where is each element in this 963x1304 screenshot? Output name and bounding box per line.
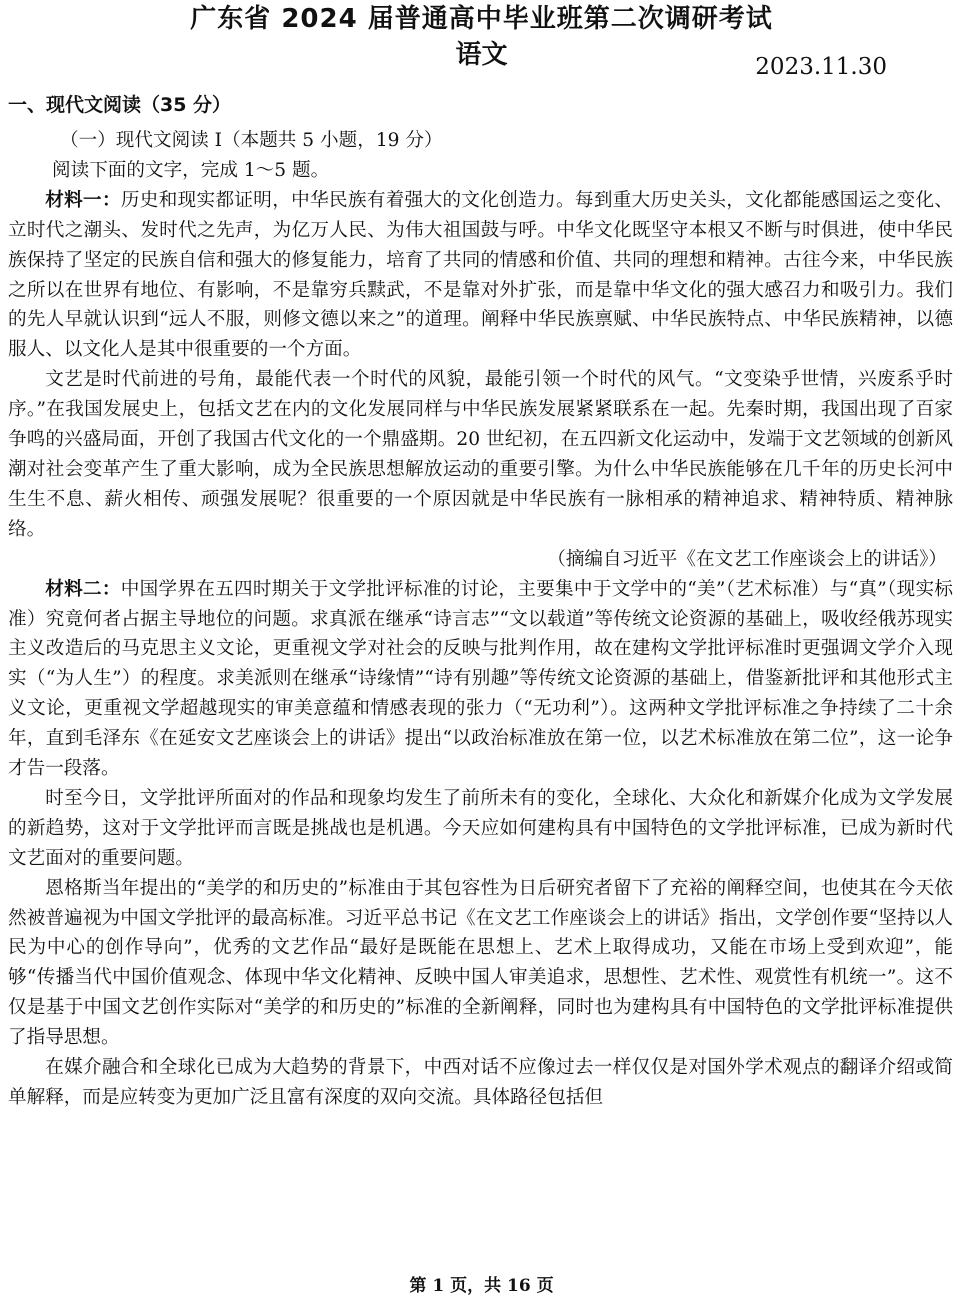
material1-paragraph: 文艺是时代前进的号角，最能代表一个时代的风貌，最能引领一个时代的风气。“文变染乎世情，兴废系乎时序。”在我国发展史上，包括文艺在内的文化发展同样与中华民族发展紧紧联系在一起。先秦时期，我国出现了百家争鸣的兴盛局面，开创了我国古代文化的一个鼎盛期。20 世纪初，在五四新文化运动中，发端于文艺领域的创新风潮对社会变革产生了重大影响，成为全民族思想解放运动的重要引擎。为什么中华民族能够在几千年的历史长河中生生不息、薪火相传、顽强发展呢？很重要的一个原因就是中华民族有一脉相承的精神追求、精神特质、精神脉络。 <box>8 369 953 540</box>
exam-title: 广东省 2024 届普通高中毕业班第二次调研考试 <box>190 4 773 34</box>
material1-paragraph <box>8 186 953 365</box>
subsection-heading: （一）现代文阅读 I（本题共 5 小题，19 分） <box>60 130 443 151</box>
material2-paragraph: 时至今日，文学批评所面对的作品和现象均发生了前所未有的变化，全球化、大众化和新媒介化成为文学发展的新趋势，这对于文学批评而言既是挑战也是机遇。今天应如何建构具有中国特色的文学批评标准，已成为新时代文艺面对的重要问题。 <box>8 787 953 869</box>
reading-instruction: 阅读下面的文字，完成 1～5 题。 <box>52 159 330 181</box>
reading-content <box>8 88 953 1113</box>
subject-title: 语文 <box>455 40 508 70</box>
material2-paragraph: 在媒介融合和全球化已成为大趋势的背景下，中西对话不应像过去一样仅仅是对国外学术观点的翻译介绍或简单解释，而是应转变为更加广泛且富有深度的双向交流。具体路径包括但 <box>8 1057 953 1108</box>
section-heading: 一、现代文阅读（35 分） <box>8 94 232 116</box>
material2-paragraph-text: 中国学界在五四时期关于文学批评标准的讨论，主要集中于文学中的“美”（艺术标准）与“真”（现实标准）究竟何者占据主导地位的问题。求真派在继承“诗言志”“文以载道”等传统文论资源的基础上，吸收经俄苏现实主义改造后的马克思主义文论，更重视文学对社会的反映与批判作用，故在建构文学批评标准时更强调文学介入现实（“为人生”）的程度。求美派则在继承“诗缘情”“诗有别趣”等传统文论资源的基础上，借鉴新批评和其他形式主义文论，更重视文学超越现实的审美意蕴和情感表现的张力（“无功利”）。这两种文学批评标准之争持续了二十余年，直到毛泽东《在延安文艺座谈会上的讲话》提出“以政治标准放在第一位，以艺术标准放在第二位”，这一论争才告一段落。 <box>8 578 953 780</box>
material1-label: 材料一： <box>45 189 121 211</box>
material2-paragraph: 恩格斯当年提出的“美学的和历史的”标准由于其包容性为日后研究者留下了充裕的阐释空间，也使其在今天依然被普遍视为中国文学批评的最高标准。习近平总书记《在文艺工作座谈会上的讲话》指出，文学创作要“坚持以人民为中心的创作导向”，优秀的文艺作品“最好是既能在思想上、艺术上取得成功，又能在市场上受到欢迎”，能够“传播当代中国价值观念、体现中华文化精神、反映中国人审美追求，思想性、艺术性、观赏性有机统一”。这不仅是基于中国文艺创作实际对“美学的和历史的”标准的全新阐释，同时也为建构具有中国特色的文学批评标准提供了指导思想。 <box>8 877 953 1049</box>
material1-source: （摘编自习近平《在文艺工作座谈会上的讲话》） <box>547 548 947 570</box>
exam-date: 2023.11.30 <box>755 54 887 80</box>
material2-paragraph <box>8 575 953 784</box>
page-footer: 第 1 页，共 16 页 <box>409 1276 554 1296</box>
material2-label: 材料二： <box>45 578 121 600</box>
material1-paragraph-text: 历史和现实都证明，中华民族有着强大的文化创造力。每到重大历史关头，文化都能感国运之变化、立时代之潮头、发时代之先声，为亿万人民、为伟大祖国鼓与呼。中华文化既坚守本根又不断与时俱进，使中华民族保持了坚定的民族自信和强大的修复能力，培育了共同的情感和价值、共同的理想和精神。古往今来，中华民族之所以在世界有地位、有影响，不是靠穷兵黩武，不是靠对外扩张，而是靠中华文化的强大感召力和吸引力。我们的先人早就认识到“远人不服，则修文德以来之”的道理。阐释中华民族禀赋、中华民族特点、中华民族精神，以德服人、以文化人是其中很重要的一个方面。 <box>8 189 953 361</box>
